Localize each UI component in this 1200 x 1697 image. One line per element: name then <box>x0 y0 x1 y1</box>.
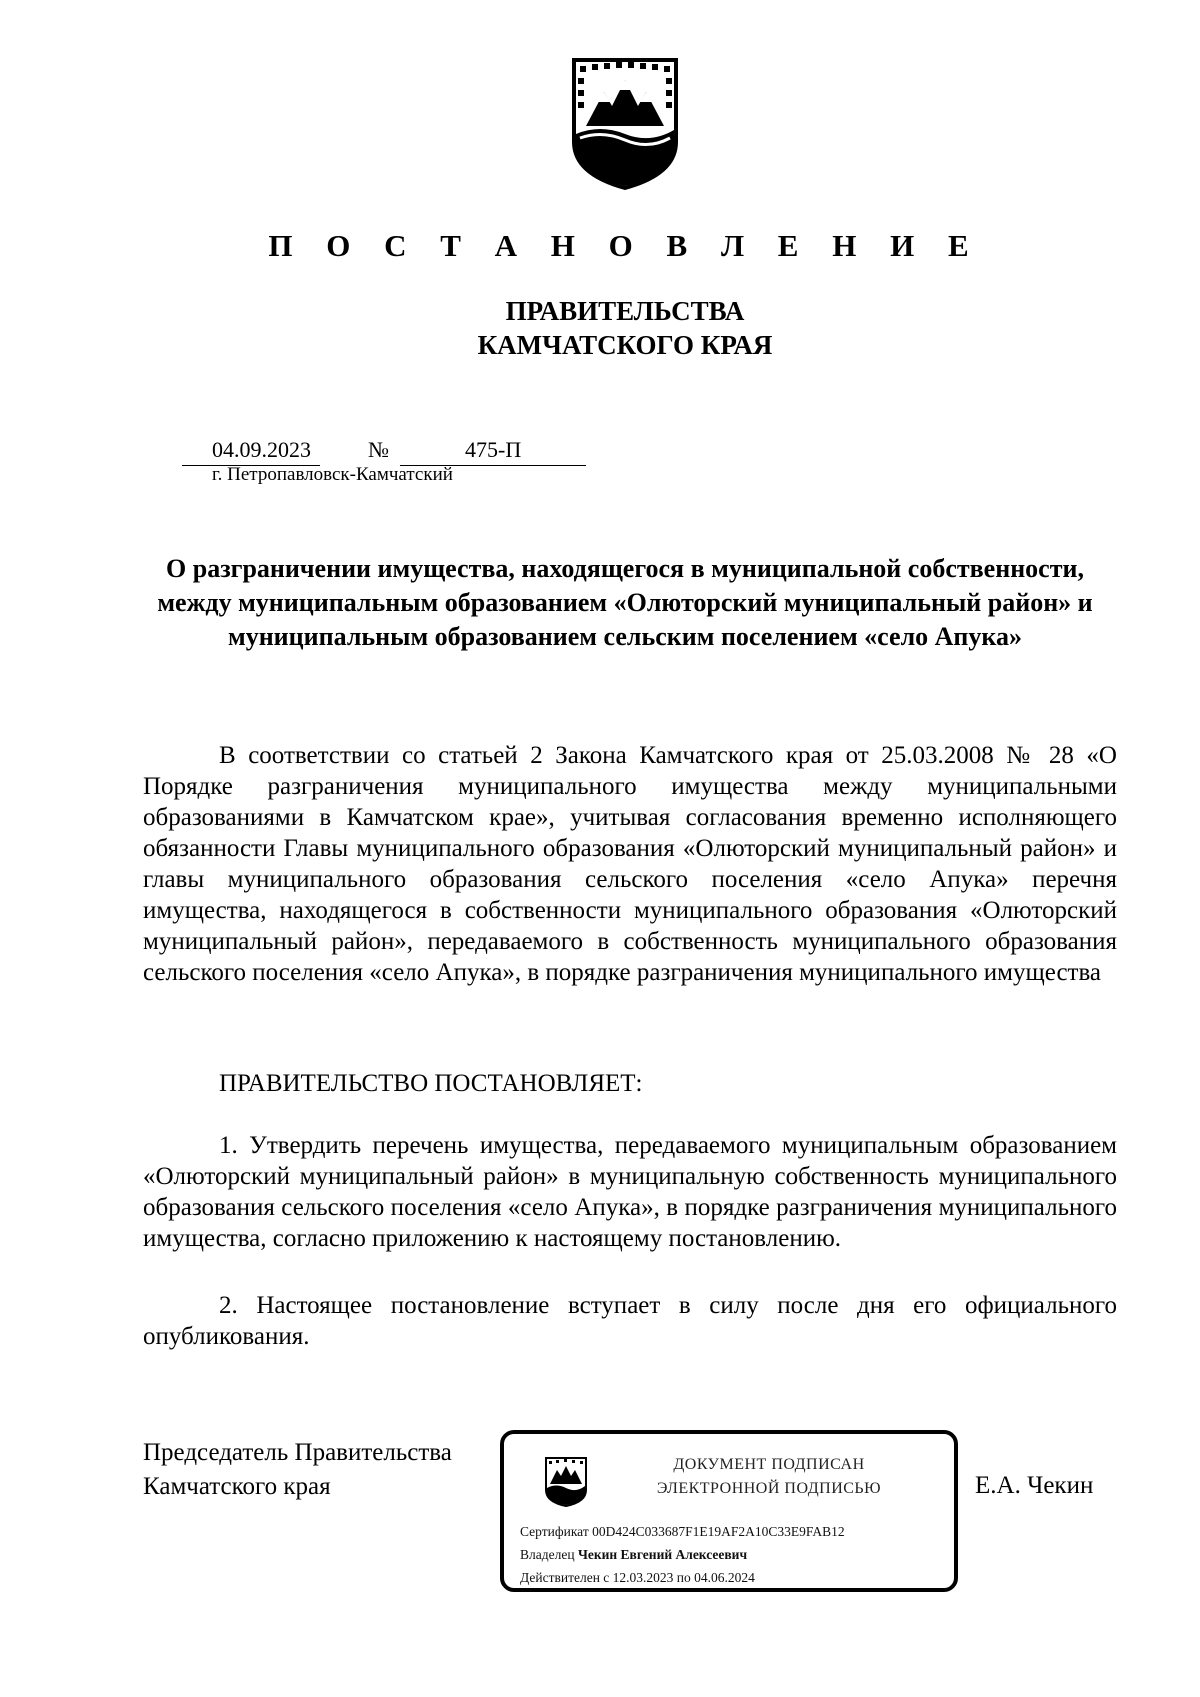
document-date: 04.09.2023 <box>212 437 311 462</box>
number-sign: № <box>368 437 389 462</box>
stamp-certificate-row <box>520 1524 845 1540</box>
document-type-title: П О С Т А Н О В Л Е Н И Е <box>268 228 982 263</box>
document-subject: О разграничении имущества, находящегося в муниципальной собственности, между муниципальным образованием «Олюторский муниципальный район» и муниципальным образованием сельским поселением «село Апука» <box>157 554 1093 651</box>
stamp-valid-to-label: по <box>676 1570 691 1585</box>
decree-item-2: 2. Настоящее постановление вступает в силу после дня его официального опубликования. <box>143 1292 1117 1350</box>
kamchatka-coat-of-arms-icon <box>570 56 680 192</box>
stamp-owner-row <box>520 1547 747 1563</box>
issuer-line-1: ПРАВИТЕЛЬСТВА <box>505 296 745 326</box>
document-city: г. Петропавловск-Камчатский <box>212 464 453 485</box>
decree-item-1: 1. Утвердить перечень имущества, передаваемого муниципальным образованием «Олюторский муниципальный район» в муниципальную собственность муниципального образования сельского поселения «село Апука», в порядке разграничения муниципального имущества, согласно приложению к настоящему постановлению. <box>143 1132 1117 1252</box>
stamp-valid-from: 12.03.2023 <box>612 1570 674 1585</box>
signatory-name: Е.А. Чекин <box>975 1472 1094 1499</box>
issuer-line-2: КАМЧАТСКОГО КРАЯ <box>477 330 773 360</box>
stamp-title-line-2: ЭЛЕКТРОННОЙ ПОДПИСЬЮ <box>656 1480 882 1497</box>
decree-statement: ПРАВИТЕЛЬСТВО ПОСТАНОВЛЯЕТ: <box>219 1070 643 1097</box>
stamp-valid-label: Действителен с <box>520 1570 610 1585</box>
document-number: 475-П <box>465 437 522 462</box>
stamp-title-line-1: ДОКУМЕНТ ПОДПИСАН <box>673 1456 865 1473</box>
preamble-paragraph: В соответствии со статьей 2 Закона Камчатского края от 25.03.2008 № 28 «О Порядке разграничения муниципального имущества между муниципальными образованиями в Камчатском крае», учитывая согласования временно исполняющего обязанности Главы муниципального образования «Олюторский муниципальный район» и главы муниципального образования сельского поселения «село Апука» перечня имущества, находящегося в собственности муниципального образования «Олюторский муниципальный район», передаваемого в собственность муниципального образования сельского поселения «село Апука», в порядке разграничения муниципального имущества <box>143 742 1117 986</box>
signatory-position-line-1: Председатель Правительства <box>143 1439 452 1466</box>
electronic-signature-stamp <box>500 1430 958 1592</box>
stamp-valid-to: 04.06.2024 <box>694 1570 755 1585</box>
stamp-coat-of-arms-icon <box>544 1456 588 1508</box>
stamp-certificate-label: Сертификат <box>520 1524 589 1539</box>
signatory-position <box>143 1436 452 1504</box>
stamp-certificate-value: 00D424C033687F1E19AF2A10C33E9FAB12 <box>592 1524 845 1539</box>
signatory-position-line-2: Камчатского края <box>143 1473 331 1500</box>
stamp-owner-label: Владелец <box>520 1547 575 1562</box>
stamp-owner-value: Чекин Евгений Алексеевич <box>577 1547 748 1562</box>
stamp-validity-row <box>520 1570 755 1586</box>
